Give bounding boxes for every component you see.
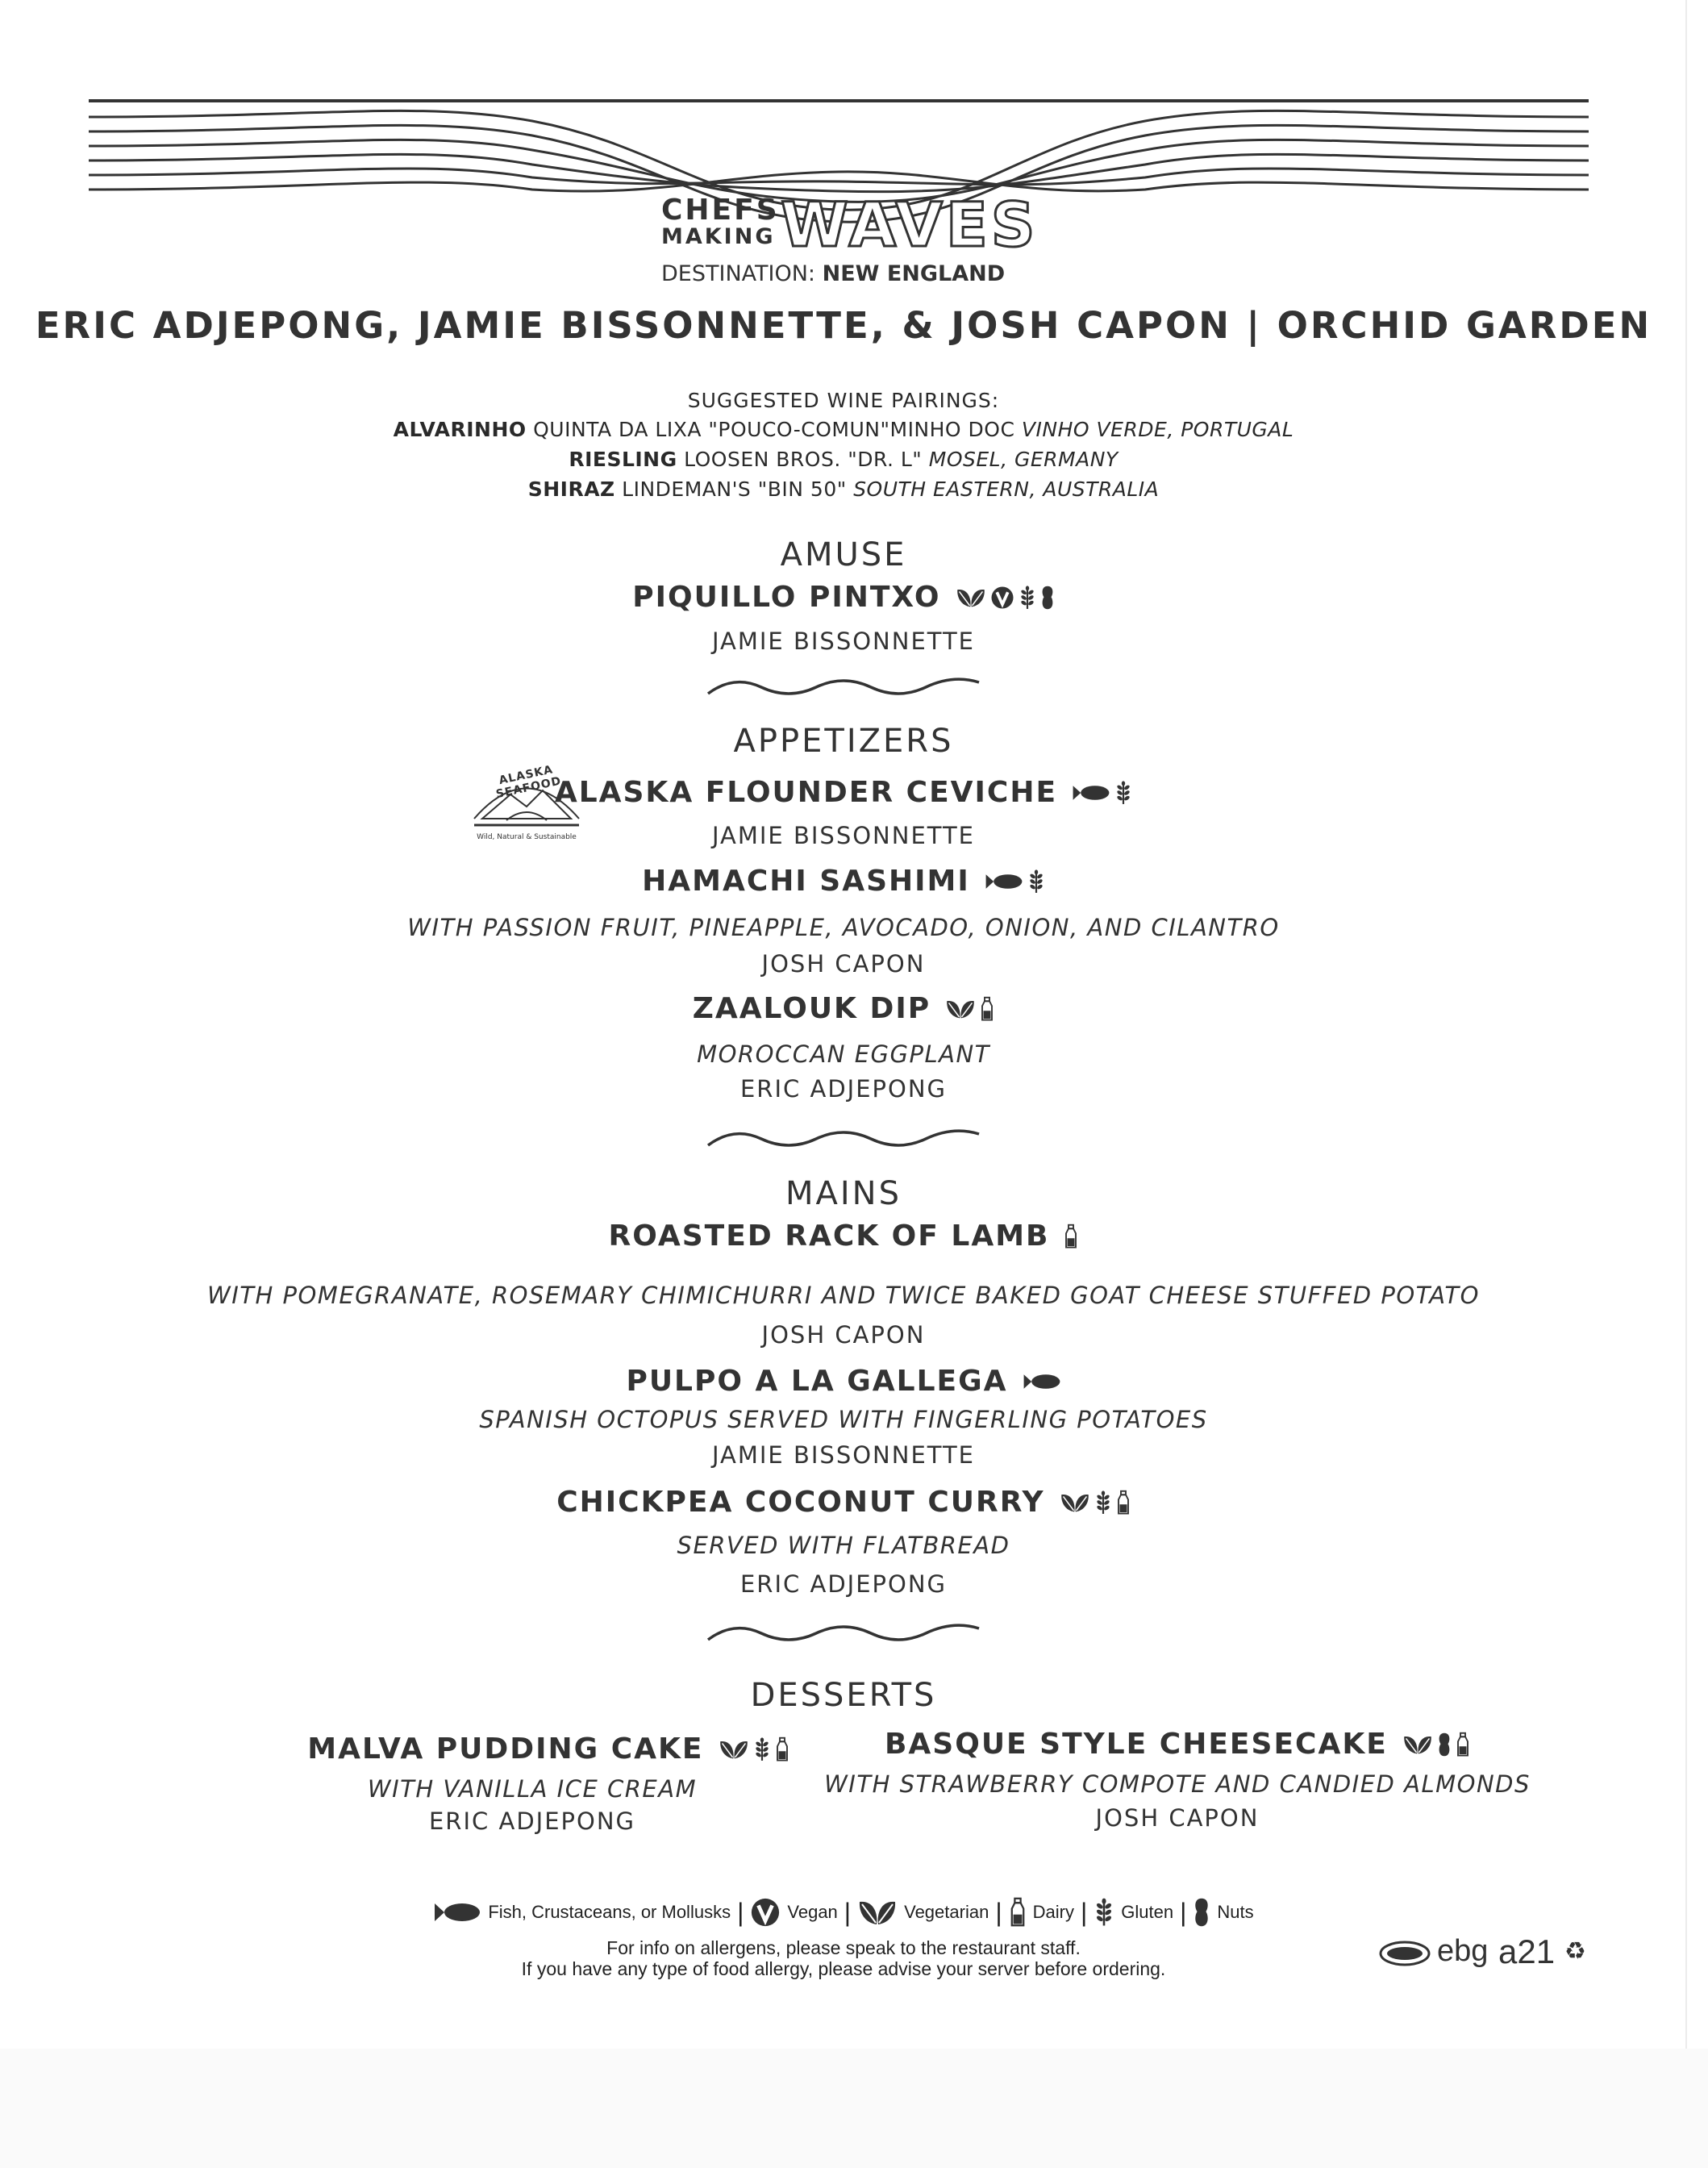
legend-gluten: Gluten	[1121, 1902, 1174, 1922]
dish-icons	[985, 869, 1045, 894]
fish-icon	[985, 872, 1023, 891]
dish-name: ROASTED RACK OF LAMB	[608, 1220, 1050, 1253]
pairing-wine: LINDEMAN'S "BIN 50"	[622, 477, 847, 501]
section-heading-appetizers: APPETIZERS	[733, 723, 954, 760]
vegetarian-icon	[945, 999, 976, 1019]
dairy-icon	[980, 996, 994, 1022]
legend-fish: Fish, Crustaceans, or Mollusks	[488, 1902, 731, 1922]
fish-icon	[1023, 1372, 1061, 1391]
nuts-icon	[1437, 1732, 1452, 1757]
recycle-icon: ♻	[1564, 1937, 1586, 1966]
dairy-icon	[1116, 1490, 1131, 1516]
dish-name: PULPO A LA GALLEGA	[626, 1365, 1008, 1398]
dish-title-row	[0, 865, 1687, 898]
pairing-row	[0, 448, 1687, 471]
dish-title-row	[0, 776, 1687, 809]
wave-divider	[706, 671, 981, 703]
dessert-left	[242, 1732, 855, 1835]
page-edge	[1685, 0, 1687, 2049]
dish-chef: JOSH CAPON	[761, 950, 926, 978]
pairing-grape: ALVARINHO	[393, 418, 527, 441]
gluten-icon	[1114, 780, 1132, 806]
a21-logo: a21	[1498, 1932, 1556, 1970]
section-heading-amuse: AMUSE	[780, 536, 907, 573]
legend-vegetarian: Vegetarian	[904, 1902, 989, 1922]
dish-icons	[956, 585, 1055, 611]
brand-waves: WAVES	[781, 189, 1039, 261]
dish-name: ZAALOUK DIP	[692, 992, 931, 1025]
dish-title-row	[0, 992, 1687, 1025]
pairing-region: MOSEL, GERMANY	[928, 448, 1119, 471]
legend-nuts: Nuts	[1217, 1902, 1254, 1922]
brand-destination: NEW ENGLAND	[822, 261, 1006, 286]
dish-title-row	[0, 1365, 1687, 1398]
dish-title-row	[0, 1486, 1687, 1519]
wave-divider	[706, 1617, 981, 1649]
dish-icons	[1072, 780, 1132, 806]
allergen-note-2: If you have any type of food allergy, please advise your server before ordering.	[521, 1958, 1166, 1979]
dish-title-row	[0, 581, 1687, 614]
footer-logos	[1379, 1934, 1605, 1974]
pairing-wine: QUINTA DA LIXA "POUCO-COMUN"MINHO DOC	[533, 418, 1015, 441]
pairing-grape: SHIRAZ	[527, 477, 615, 501]
alaska-seafood-tagline: Wild, Natural & Sustainable	[477, 833, 577, 841]
fish-icon	[1072, 783, 1110, 803]
gluten-icon	[753, 1736, 771, 1762]
dish-chef: ERIC ADJEPONG	[739, 1075, 948, 1103]
dish-title-row	[0, 1220, 1687, 1253]
ebg-logo: ebg	[1437, 1934, 1489, 1968]
legend-separator: |	[1080, 1897, 1088, 1927]
dish-description: WITH POMEGRANATE, ROSEMARY CHIMICHURRI AND TWICE BAKED GOAT CHEESE STUFFED POTATO	[207, 1282, 1480, 1309]
dish-chef: JOSH CAPON	[761, 1321, 926, 1349]
gluten-icon	[1094, 1897, 1114, 1928]
allergen-legend	[0, 1897, 1687, 1929]
pairings-heading: SUGGESTED WINE PAIRINGS:	[687, 389, 1000, 412]
legend-separator: |	[737, 1897, 744, 1927]
gluten-icon	[1027, 869, 1045, 894]
vegetarian-icon	[857, 1899, 898, 1926]
dish-icons	[719, 1736, 789, 1762]
legend-separator: |	[1180, 1897, 1187, 1927]
dairy-icon	[1064, 1224, 1078, 1249]
dish-name: BASQUE STYLE CHEESECAKE	[884, 1728, 1388, 1761]
allergen-note-1: For info on allergens, please speak to the restaurant staff.	[606, 1937, 1081, 1958]
dish-name: PIQUILLO PINTXO	[632, 581, 941, 614]
dish-chef: JAMIE BISSONNETTE	[711, 627, 976, 655]
dish-chef: JAMIE BISSONNETTE	[711, 822, 976, 849]
page-title: ERIC ADJEPONG, JAMIE BISSONNETTE, & JOSH CAPON | ORCHID GARDEN	[35, 304, 1652, 347]
dairy-icon	[1009, 1897, 1027, 1928]
vegan-icon	[750, 1897, 781, 1928]
alaska-seafood-text: ALASKA SEAFOOD	[494, 763, 563, 802]
dish-description: SERVED WITH FLATBREAD	[677, 1532, 1010, 1559]
brand-chefs: CHEFS	[661, 194, 780, 227]
legend-separator: |	[995, 1897, 1002, 1927]
fish-icon	[433, 1900, 481, 1924]
dish-icons	[945, 996, 994, 1022]
vegetarian-icon	[956, 587, 986, 608]
legend-separator: |	[844, 1897, 852, 1927]
dish-name: HAMACHI SASHIMI	[642, 865, 970, 898]
wave-divider	[706, 1123, 981, 1155]
partner-seal-icon	[1379, 1941, 1431, 1966]
section-heading-mains: MAINS	[785, 1175, 902, 1212]
pairing-wine: LOOSEN BROS. "DR. L"	[684, 448, 923, 471]
vegetarian-icon	[1402, 1734, 1433, 1755]
brand-logo	[661, 189, 1039, 290]
dish-chef: JOSH CAPON	[1095, 1804, 1260, 1832]
dish-name: MALVA PUDDING CAKE	[307, 1732, 704, 1766]
vegetarian-icon	[719, 1739, 749, 1760]
pairing-region: SOUTH EASTERN, AUSTRALIA	[853, 477, 1160, 501]
legend-vegan: Vegan	[787, 1902, 838, 1922]
pairing-region: VINHO VERDE, PORTUGAL	[1021, 418, 1294, 441]
dish-description: SPANISH OCTOPUS SERVED WITH FINGERLING POTATOES	[479, 1406, 1208, 1433]
brand-destination-prefix: DESTINATION:	[661, 261, 816, 286]
nuts-icon	[1193, 1897, 1210, 1928]
pairing-row	[0, 418, 1687, 441]
section-heading-desserts: DESSERTS	[750, 1677, 937, 1714]
dish-icons	[1402, 1732, 1470, 1757]
dish-description: WITH PASSION FRUIT, PINEAPPLE, AVOCADO, ONION, AND CILANTRO	[407, 914, 1280, 941]
dish-icons	[1023, 1372, 1061, 1391]
gluten-icon	[1019, 585, 1036, 611]
dish-chef: ERIC ADJEPONG	[739, 1570, 948, 1598]
dessert-right	[823, 1728, 1532, 1832]
pairing-row	[0, 477, 1687, 501]
dish-description: WITH STRAWBERRY COMPOTE AND CANDIED ALMONDS	[824, 1770, 1531, 1798]
dish-name: ALASKA FLOUNDER CEVICHE	[554, 776, 1058, 809]
legend-dairy: Dairy	[1032, 1902, 1074, 1922]
dairy-icon	[1456, 1732, 1470, 1757]
dish-description: WITH VANILLA ICE CREAM	[367, 1775, 698, 1803]
pairing-grape: RIESLING	[569, 448, 677, 471]
vegetarian-icon	[1060, 1492, 1090, 1513]
gluten-icon	[1094, 1490, 1112, 1516]
brand-making: MAKING	[661, 224, 776, 249]
scan-margin	[0, 2049, 1708, 2168]
vegan-icon	[990, 586, 1014, 610]
dish-description: MOROCCAN EGGPLANT	[697, 1040, 990, 1068]
dairy-icon	[775, 1736, 789, 1762]
nuts-icon	[1040, 585, 1055, 611]
dish-icons	[1060, 1490, 1131, 1516]
dish-chef: JAMIE BISSONNETTE	[711, 1441, 976, 1469]
dish-icons	[1064, 1224, 1078, 1249]
dish-name: CHICKPEA COCONUT CURRY	[556, 1486, 1045, 1519]
dish-title-row	[823, 1728, 1532, 1761]
dish-title-row	[242, 1732, 855, 1766]
dish-chef: ERIC ADJEPONG	[428, 1807, 636, 1835]
